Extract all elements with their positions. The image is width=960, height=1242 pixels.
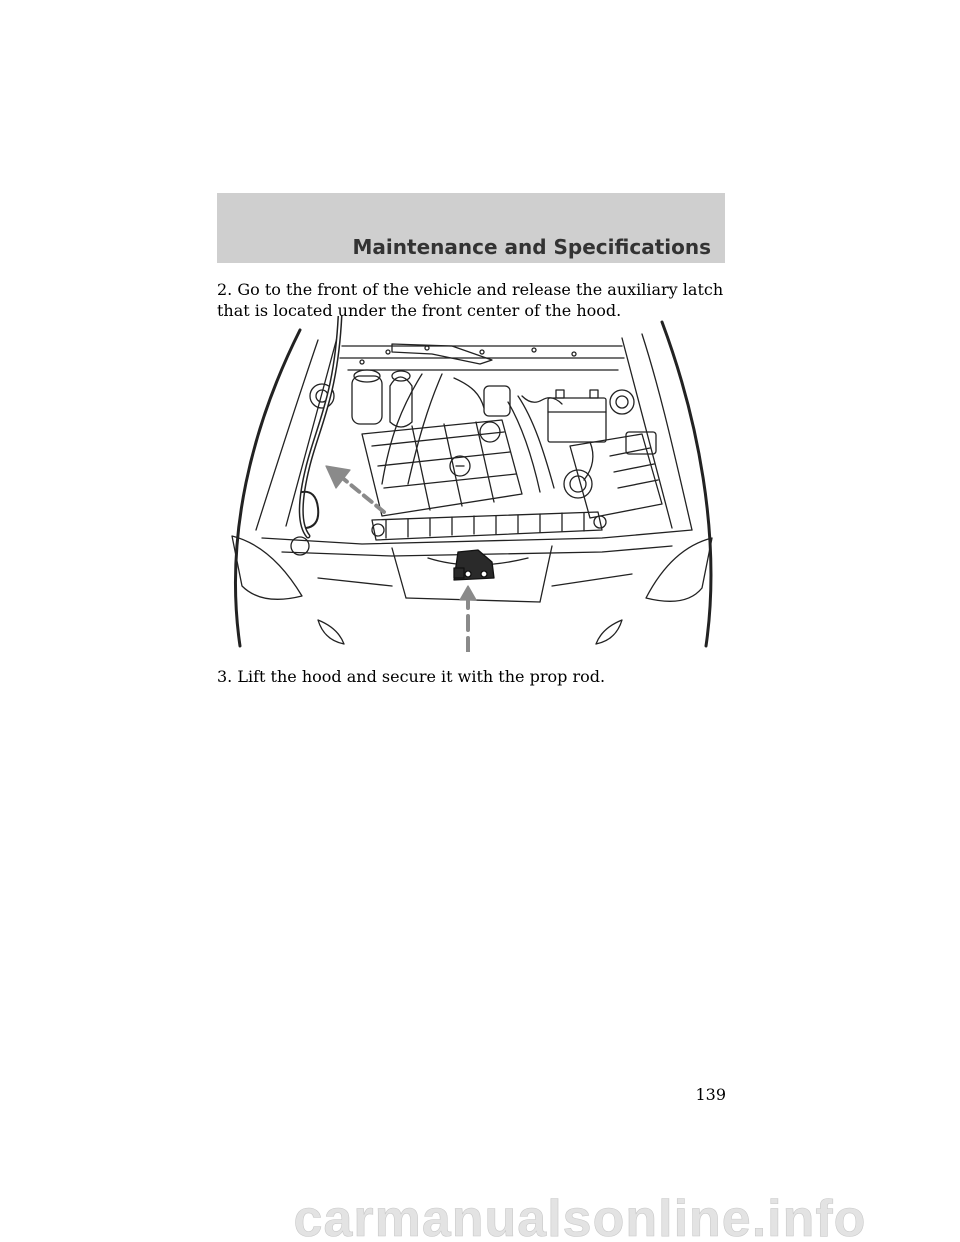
section-title: Maintenance and Specifications — [352, 235, 711, 259]
watermark — [200, 1196, 960, 1242]
header-band — [217, 193, 725, 263]
step-2-text: 2. Go to the front of the vehicle and release the auxiliary latch that is located under the front center of the hood. — [217, 280, 724, 320]
step-3-text: 3. Lift the hood and secure it with the prop rod. — [217, 667, 606, 686]
watermark-text: carmanualsonline.info — [293, 1196, 867, 1242]
engine-compartment-illustration-icon — [222, 316, 722, 652]
engine-compartment-figure — [222, 316, 722, 652]
page-number: 139 — [695, 1085, 726, 1104]
